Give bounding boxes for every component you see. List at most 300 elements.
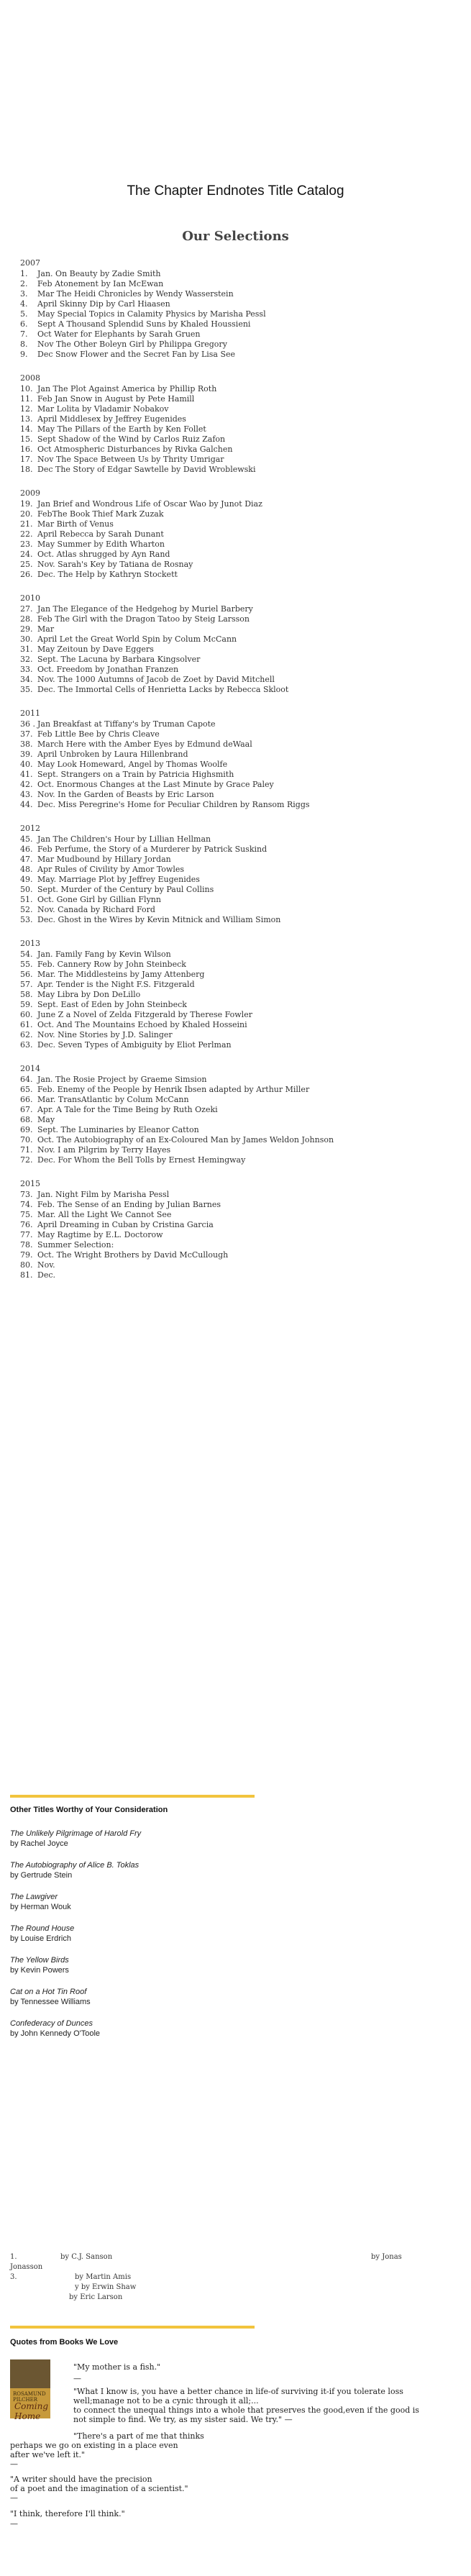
entry-number: 67. [20, 1105, 33, 1114]
entry-number: 36 . [20, 719, 35, 729]
entry-text: Jan The Plot Against America by Phillip Roth [37, 384, 217, 393]
entry-text: Apr. Tender is the Night F.S. Fitzgerald [37, 980, 195, 989]
catalog-entry [20, 750, 452, 760]
entry-text: Apr Rules of Civility by Amor Towles [37, 865, 184, 874]
entry-text: Dec. [37, 1270, 55, 1280]
entry-number: 47. [20, 855, 33, 864]
entry-number: 75. [20, 1210, 33, 1219]
entry-number: 51. [20, 895, 33, 904]
entry-number: 22. [20, 529, 33, 539]
catalog-entry [20, 1115, 452, 1125]
quote-5-dash: — [10, 2519, 18, 2529]
entry-number: 52. [20, 905, 33, 914]
catalog-entry [20, 719, 452, 729]
entry-number: 23. [20, 540, 33, 549]
entry-text: Nov. [37, 1260, 55, 1270]
misc-line-3: by Martin Amis [75, 2273, 132, 2281]
entry-text: Nov. Canada by Richard Ford [37, 905, 155, 914]
other-title-author: by John Kennedy O'Toole [10, 2029, 101, 2038]
quote-4-line-1: "A writer should have the precision [10, 2475, 152, 2484]
entry-text: Oct. Enormous Changes at the Last Minute by Grace Paley [37, 780, 274, 789]
entry-number: 77. [20, 1230, 33, 1239]
catalog-entry [20, 340, 452, 350]
entry-text: Mar. TransAtlantic by Colum McCann [37, 1095, 189, 1104]
entry-text: Nov. I am Pilgrim by Terry Hayes [37, 1145, 171, 1155]
entry-number: 48. [20, 865, 33, 874]
entry-number: 20. [20, 509, 33, 519]
other-title-name: The Autobiography of Alice B. Toklas [10, 1861, 140, 1870]
entry-text: Jan. On Beauty by Zadie Smith [37, 269, 161, 278]
entry-number: 80. [20, 1260, 33, 1270]
entry-number: 61. [20, 1020, 33, 1029]
year-block [20, 1178, 452, 1280]
entry-text: Feb Perfume, the Story of a Murderer by Patrick Suskind [37, 845, 267, 854]
entry-text: April Rebecca by Sarah Dunant [37, 529, 164, 539]
entry-text: Mar The Heidi Chronicles by Wendy Wasserstein [37, 289, 234, 299]
catalog-entry [20, 570, 452, 580]
entry-text: Nov The Space Between Us by Thrity Umrigar [37, 455, 224, 464]
entry-text: Sept. The Lacuna by Barbara Kingsolver [37, 655, 201, 664]
quote-1: "My mother is a fish." [73, 2362, 161, 2372]
catalog-entry [20, 1240, 452, 1250]
entry-number: 16. [20, 445, 33, 454]
catalog-entry [20, 1125, 452, 1135]
catalog-entry [20, 529, 452, 540]
entry-number: 31. [20, 645, 33, 654]
entry-number: 65. [20, 1085, 33, 1094]
other-title-item [10, 1924, 298, 1944]
entry-text: Dec The Story of Edgar Sawtelle by David Wroblewski [37, 465, 256, 474]
catalog-entry [20, 614, 452, 624]
entry-number: 55. [20, 960, 33, 969]
entry-number: 15. [20, 434, 33, 444]
other-title-author: by Herman Wouk [10, 1903, 71, 1911]
quote-3-line-1: "There's a part of me that thinks [73, 2431, 204, 2441]
site-title: The Chapter Endnotes Title Catalog [127, 183, 344, 199]
entry-number: 30. [20, 634, 33, 644]
entry-text: Feb. The Sense of an Ending by Julian Barnes [37, 1200, 221, 1209]
catalog-entry [20, 1000, 452, 1010]
catalog-entry [20, 1010, 452, 1020]
entry-number: 14. [20, 424, 33, 434]
year-block [20, 708, 452, 810]
catalog-entry [20, 800, 452, 810]
catalog-entry [20, 1260, 452, 1270]
entry-text: Sept. Murder of the Century by Paul Collins [37, 885, 214, 894]
year-heading: 2010 [20, 593, 40, 603]
entry-number: 54. [20, 950, 33, 959]
catalog-entry [20, 675, 452, 685]
entry-number: 46. [20, 845, 33, 854]
catalog-entry [20, 1030, 452, 1040]
entry-number: 34. [20, 675, 33, 684]
entry-text: Sept. East of Eden by John Steinbeck [37, 1000, 187, 1009]
entry-number: 58. [20, 990, 33, 999]
book-cover-label: ROSAMUND PILCHER [13, 2391, 46, 2403]
misc-line-1-number: 1. [10, 2253, 17, 2261]
entry-text: Sept Shadow of the Wind by Carlos Ruiz Zafon [37, 434, 226, 444]
entry-text: Nov. Nine Stories by J.D. Salinger [37, 1030, 173, 1039]
year-heading: 2009 [20, 488, 40, 498]
entry-number: 64. [20, 1075, 33, 1084]
entry-number: 40. [20, 760, 33, 769]
catalog-entry [20, 1040, 452, 1050]
entry-text: Jan. Night Film by Marisha Pessl [37, 1190, 170, 1199]
entry-number: 10. [20, 384, 33, 393]
year-heading: 2011 [20, 709, 40, 718]
entry-text: Mar Birth of Venus [37, 519, 114, 529]
entry-number: 76. [20, 1220, 33, 1229]
catalog-entry [20, 1155, 452, 1165]
entry-number: 73. [20, 1190, 33, 1199]
catalog-entry [20, 434, 452, 445]
misc-line-3-number: 3. [10, 2273, 17, 2281]
other-title-item [10, 1955, 298, 1975]
quote-1-dash: — [73, 2374, 81, 2383]
catalog-entry [20, 384, 452, 394]
catalog-entry [20, 404, 452, 414]
quote-5: "I think, therefore I'll think." [10, 2509, 125, 2518]
entry-text: Jan The Children's Hour by Lillian Hellman [37, 834, 211, 844]
entry-text: Feb Atonement by Ian McEwan [37, 279, 164, 288]
entry-number: 24. [20, 550, 33, 559]
entry-number: 66. [20, 1095, 33, 1104]
entry-text: Dec. The Help by Kathryn Stockett [37, 570, 178, 579]
catalog-entry [20, 394, 452, 404]
entry-number: 12. [20, 404, 33, 414]
other-title-author: by Gertrude Stein [10, 1871, 73, 1880]
other-title-item [10, 2019, 298, 2039]
entry-number: 21. [20, 519, 33, 529]
entry-text: Feb The Girl with the Dragon Tatoo by Steig Larsson [37, 614, 250, 624]
entry-number: 68. [20, 1115, 33, 1124]
entry-text: Nov. The 1000 Autumns of Jacob de Zoet by David Mitchell [37, 675, 275, 684]
quote-2-line-3: to connect the unequal things into a whole that preserves the good,even if the good is [73, 2406, 419, 2415]
entry-number: 37. [20, 729, 33, 739]
book-cover-image [10, 2359, 50, 2421]
entry-text: Oct Water for Elephants by Sarah Gruen [37, 329, 201, 339]
entry-number: 9. [20, 350, 28, 359]
entry-text: Dec. Seven Types of Ambiguity by Eliot Perlman [37, 1040, 232, 1050]
year-heading: 2014 [20, 1064, 40, 1073]
misc-line-1: by C.J. Sanson [60, 2253, 113, 2261]
entry-number: 33. [20, 665, 33, 674]
entry-text: Apr. A Tale for the Time Being by Ruth Ozeki [37, 1105, 218, 1114]
entry-text: Dec. For Whom the Bell Tolls by Ernest Hemingway [37, 1155, 246, 1165]
entry-text: Mar Lolita by Vladamir Nobakov [37, 404, 169, 414]
entry-number: 29. [20, 624, 33, 634]
catalog-entry [20, 519, 452, 529]
catalog-entry [20, 560, 452, 570]
catalog-entry [20, 645, 452, 655]
catalog-entry [20, 499, 452, 509]
entry-text: Sept. The Luminaries by Eleanor Catton [37, 1125, 199, 1134]
other-title-author: by Tennessee Williams [10, 1998, 91, 2006]
catalog-entry [20, 424, 452, 434]
entry-number: 53. [20, 915, 33, 924]
catalog-entry [20, 990, 452, 1000]
catalog-entry [20, 634, 452, 645]
entry-number: 45. [20, 834, 33, 844]
entry-number: 1. [20, 269, 28, 278]
divider-rule [10, 1795, 255, 1798]
entry-text: Dec. The Immortal Cells of Henrietta Lacks by Rebecca Skloot [37, 685, 289, 694]
entry-text: Oct. Gone Girl by Gillian Flynn [37, 895, 161, 904]
year-heading: 2015 [20, 1179, 40, 1188]
year-heading: 2008 [20, 373, 40, 383]
entry-text: Nov The Other Boleyn Girl by Philippa Gregory [37, 340, 227, 349]
quote-2-line-1: "What I know is, you have a better chance in life-of surviving it-if you tolerate loss [73, 2387, 403, 2396]
catalog-entry [20, 885, 452, 895]
entry-text: Mar [37, 624, 55, 634]
entry-number: 72. [20, 1155, 33, 1165]
catalog-entry [20, 1095, 452, 1105]
year-block [20, 258, 452, 360]
entry-number: 19. [20, 499, 33, 509]
catalog-entry [20, 1250, 452, 1260]
year-block [20, 1063, 452, 1165]
entry-text: April Skinny Dip by Carl Hiaasen [37, 299, 170, 309]
entry-text: Feb. Enemy of the People by Henrik Ibsen adapted by Arthur Miller [37, 1085, 310, 1094]
entry-number: 18. [20, 465, 33, 474]
entry-number: 59. [20, 1000, 33, 1009]
entry-number: 56. [20, 970, 33, 979]
entry-text: April Unbroken by Laura Hillenbrand [37, 750, 188, 759]
quote-3-dash: — [10, 2459, 18, 2469]
quote-2-line-4: not simple to find. We try, as my sister said. We try." — [73, 2415, 293, 2424]
year-heading: 2012 [20, 824, 40, 833]
entry-text: May Look Homeward, Angel by Thomas Woolfe [37, 760, 228, 769]
catalog-entry [20, 970, 452, 980]
entry-number: 5. [20, 309, 28, 319]
catalog-entry [20, 780, 452, 790]
year-block [20, 373, 452, 475]
catalog-entry [20, 790, 452, 800]
divider-rule-2 [10, 2326, 255, 2329]
entry-number: 7. [20, 329, 28, 339]
catalog-entry [20, 1135, 452, 1145]
entry-number: 41. [20, 770, 33, 779]
catalog-entry [20, 1085, 452, 1095]
catalog-entry [20, 319, 452, 329]
catalog-entry [20, 350, 452, 360]
entry-text: Oct. Freedom by Jonathan Franzen [37, 665, 179, 674]
entry-number: 2. [20, 279, 28, 288]
entry-number: 63. [20, 1040, 33, 1050]
catalog-entry [20, 760, 452, 770]
entry-text: May The Pillars of the Earth by Ken Follet [37, 424, 206, 434]
entry-text: Jan The Elegance of the Hedgehog by Muriel Barbery [37, 604, 253, 614]
entry-text: May Libra by Don DeLillo [37, 990, 141, 999]
entry-text: Dec. Ghost in the Wires by Kevin Mitnick and William Simon [37, 915, 281, 924]
other-title-author: by Louise Erdrich [10, 1934, 71, 1943]
entry-number: 39. [20, 750, 33, 759]
other-title-name: Confederacy of Dunces [10, 2019, 93, 2028]
catalog-entry [20, 329, 452, 340]
entry-number: 4. [20, 299, 28, 309]
entry-text: Oct Atmospheric Disturbances by Rivka Galchen [37, 445, 233, 454]
year-block [20, 823, 452, 925]
catalog-entry [20, 624, 452, 634]
catalog-entry [20, 1220, 452, 1230]
entry-number: 43. [20, 790, 33, 799]
catalog-entry [20, 665, 452, 675]
entry-text: Sept A Thousand Splendid Suns by Khaled Houssieni [37, 319, 251, 329]
catalog-entry [20, 1230, 452, 1240]
catalog-entry [20, 685, 452, 695]
entry-text: Feb Little Bee by Chris Cleave [37, 729, 160, 739]
catalog-entry [20, 875, 452, 885]
catalog-entry [20, 729, 452, 739]
year-block [20, 488, 452, 580]
catalog-entry [20, 980, 452, 990]
entry-text: Dec Snow Flower and the Secret Fan by Lisa See [37, 350, 236, 359]
other-title-name: The Round House [10, 1924, 75, 1933]
quote-3-line-3: after we've left it." [10, 2450, 85, 2459]
entry-number: 17. [20, 455, 33, 464]
catalog-entry [20, 509, 452, 519]
catalog-entry [20, 299, 452, 309]
entry-text: March Here with the Amber Eyes by Edmund deWaal [37, 739, 252, 749]
catalog-entry [20, 855, 452, 865]
entry-text: May. Marriage Plot by Jeffrey Eugenides [37, 875, 200, 884]
quotes-heading: Quotes from Books We Love [10, 2338, 119, 2347]
other-title-item [10, 1892, 298, 1912]
catalog-entry [20, 895, 452, 905]
entry-text: Jan Breakfast at Tiffany's by Truman Capote [37, 719, 216, 729]
catalog-entry [20, 1200, 452, 1210]
entry-number: 13. [20, 414, 33, 424]
entry-text: Mar. The Middlesteins by Jamy Attenberg [37, 970, 205, 979]
entry-text: Jan Brief and Wondrous Life of Oscar Wao by Junot Diaz [37, 499, 262, 509]
catalog-entry [20, 455, 452, 465]
entry-text: Oct. Atlas shrugged by Ayn Rand [37, 550, 170, 559]
entry-text: April Dreaming in Cuban by Cristina Garcia [37, 1220, 214, 1229]
entry-text: April Let the Great World Spin by Colum McCann [37, 634, 237, 644]
entry-text: Dec. Miss Peregrine's Home for Peculiar Children by Ransom Riggs [37, 800, 310, 809]
other-title-item [10, 1829, 298, 1849]
entry-text: Oct. And The Mountains Echoed by Khaled Hosseini [37, 1020, 247, 1029]
catalog-entry [20, 1145, 452, 1155]
catalog-entry [20, 770, 452, 780]
catalog-entry [20, 540, 452, 550]
entry-number: 42. [20, 780, 33, 789]
entry-number: 62. [20, 1030, 33, 1039]
entry-text: Mar. All the Light We Cannot See [37, 1210, 172, 1219]
catalog-entry [20, 309, 452, 319]
entry-text: FebThe Book Thief Mark Zuzak [37, 509, 164, 519]
selections-catalog [20, 258, 452, 1293]
catalog-entry [20, 845, 452, 855]
misc-line-1b: by Jonas [371, 2253, 402, 2261]
catalog-entry [20, 279, 452, 289]
catalog-entry [20, 739, 452, 750]
entry-number: 57. [20, 980, 33, 989]
entry-number: 28. [20, 614, 33, 624]
quote-3-line-2: perhaps we go on existing in a place even [10, 2441, 178, 2450]
entry-text: Summer Selection: [37, 1240, 114, 1250]
catalog-entry [20, 915, 452, 925]
entry-text: Oct. The Wright Brothers by David McCullough [37, 1250, 229, 1260]
entry-number: 27. [20, 604, 33, 614]
entry-text: Oct. The Autobiography of an Ex-Coloured Man by James Weldon Johnson [37, 1135, 334, 1144]
catalog-entry [20, 655, 452, 665]
catalog-entry [20, 414, 452, 424]
entry-number: 25. [20, 560, 33, 569]
catalog-entry [20, 1190, 452, 1200]
misc-line-4: y by Erwin Shaw [75, 2283, 137, 2291]
entry-text: May Special Topics in Calamity Physics by Marisha Pessl [37, 309, 266, 319]
catalog-entry [20, 1105, 452, 1115]
misc-line-2: Jonasson [10, 2263, 43, 2271]
other-title-author: by Kevin Powers [10, 1966, 69, 1975]
entry-text: Jan. The Rosie Project by Graeme Simsion [37, 1075, 207, 1084]
entry-number: 44. [20, 800, 33, 809]
entry-number: 3. [20, 289, 28, 299]
entry-text: April Middlesex by Jeffrey Eugenides [37, 414, 186, 424]
entry-text: May Summer by Edith Wharton [37, 540, 165, 549]
misc-line-5: by Eric Larson [69, 2293, 123, 2301]
entry-text: Feb Jan Snow in August by Pete Hamill [37, 394, 195, 404]
other-title-name: Cat on a Hot Tin Roof [10, 1988, 87, 1996]
catalog-entry [20, 905, 452, 915]
quote-4-dash: — [10, 2493, 18, 2503]
entry-number: 6. [20, 319, 28, 329]
entry-number: 49. [20, 875, 33, 884]
entry-number: 38. [20, 739, 33, 749]
catalog-entry [20, 1270, 452, 1280]
quote-2-line-2: well;manage not to be a cynic through it all;... [73, 2396, 259, 2406]
catalog-entry [20, 289, 452, 299]
entry-number: 79. [20, 1250, 33, 1260]
entry-text: Nov. Sarah's Key by Tatiana de Rosnay [37, 560, 193, 569]
catalog-entry [20, 550, 452, 560]
year-heading: 2013 [20, 939, 40, 948]
entry-number: 35. [20, 685, 33, 694]
other-title-author: by Rachel Joyce [10, 1839, 68, 1848]
entry-text: May Zeitoun by Dave Eggers [37, 645, 154, 654]
entry-number: 81. [20, 1270, 33, 1280]
entry-number: 8. [20, 340, 28, 349]
entry-number: 26. [20, 570, 33, 579]
quote-4-line-2: of a poet and the imagination of a scientist." [10, 2484, 188, 2493]
year-heading: 2007 [20, 258, 40, 268]
entry-number: 50. [20, 885, 33, 894]
catalog-entry [20, 1020, 452, 1030]
entry-number: 69. [20, 1125, 33, 1134]
catalog-entry [20, 834, 452, 845]
year-block [20, 593, 452, 695]
selections-title: Our Selections [182, 229, 289, 244]
catalog-entry [20, 950, 452, 960]
entry-number: 78. [20, 1240, 33, 1250]
catalog-entry [20, 604, 452, 614]
entry-number: 70. [20, 1135, 33, 1144]
catalog-entry [20, 465, 452, 475]
entry-text: June Z a Novel of Zelda Fitzgerald by Therese Fowler [37, 1010, 252, 1019]
entry-text: Mar Mudbound by Hillary Jordan [37, 855, 171, 864]
other-title-name: The Unlikely Pilgrimage of Harold Fry [10, 1829, 142, 1838]
catalog-entry [20, 269, 452, 279]
catalog-entry [20, 960, 452, 970]
entry-text: May [37, 1115, 55, 1124]
other-title-item [10, 1987, 298, 2007]
entry-number: 60. [20, 1010, 33, 1019]
entry-number: 32. [20, 655, 33, 664]
entry-number: 74. [20, 1200, 33, 1209]
catalog-entry [20, 445, 452, 455]
entry-number: 11. [20, 394, 33, 404]
